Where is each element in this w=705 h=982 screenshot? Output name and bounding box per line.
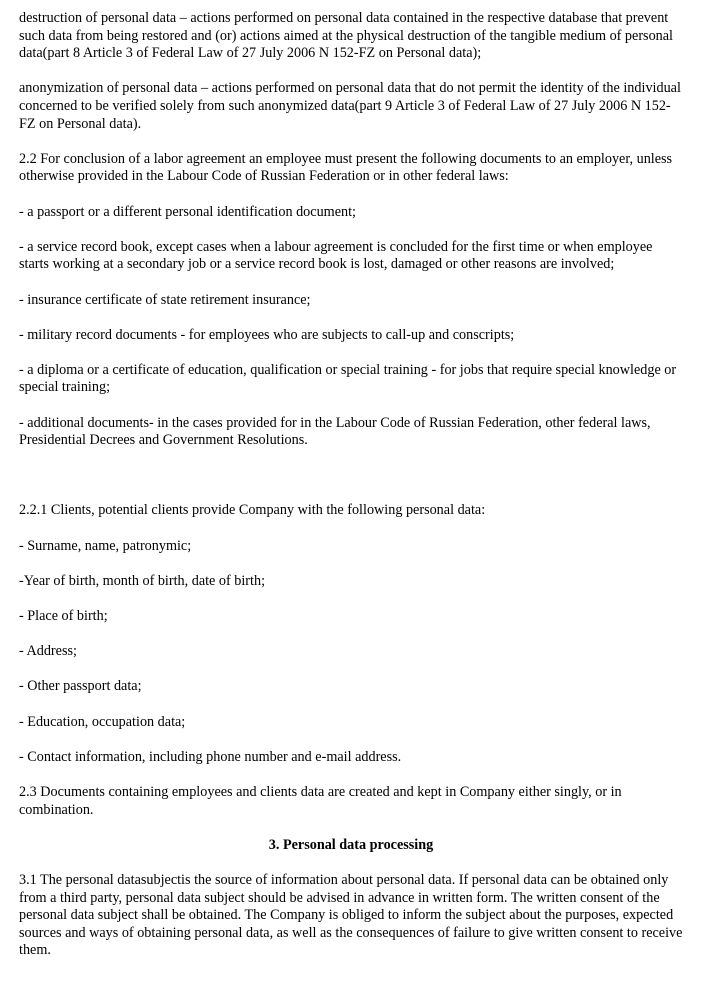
clause-2-2-1: 2.2.1 Clients, potential clients provide Company with the following personal data:	[19, 502, 486, 519]
definition-destruction: destruction of personal data – actions performed on personal data contained in the respective database that prevent such data from being restored and (or) actions aimed at the physical destruction of the tangible medium of personal data(part 8 Article 3 of Federal Law of 27 July 2006 N 152-FZ on Personal data);	[19, 10, 673, 62]
clause-3-1: 3.1 The personal datasubjectis the source of information about personal data. If personal data can be obtained only from a third party, personal data subject should be advised in advance in written form. The written consent of the personal data subject shall be obtained. The Company is obliged to inform the subject about the purposes, expected sources and ways of obtaining personal data, as well as the consequences of failure to give written consent to receive them.	[19, 871, 683, 959]
list-item-address: - Address;	[19, 643, 77, 660]
spacer	[19, 467, 683, 502]
list-item-contact: - Contact information, including phone number and e-mail address.	[19, 748, 402, 765]
list-item-name: - Surname, name, patronymic;	[19, 537, 192, 554]
list-item-passport: - a passport or a different personal identification document;	[19, 203, 356, 220]
list-item-insurance: - insurance certificate of state retirement insurance;	[19, 291, 311, 308]
list-item-additional: - additional documents- in the cases provided for in the Labour Code of Russian Federation, other federal laws, Presidential Decrees and Government Resolutions.	[19, 414, 651, 449]
definition-anonymization: anonymization of personal data – actions performed on personal data that do not permit the identity of the individual concerned to be verified solely from such anonymized data(part 9 Article 3 of Federal Law of 27 July 2006 N 152-FZ on Personal data).	[19, 80, 681, 132]
list-item-service-record: - a service record book, except cases when a labour agreement is concluded for the first time or when employee starts working at a secondary job or a service record book is lost, damaged or other reasons are involved;	[19, 238, 653, 273]
list-item-birth-date: -Year of birth, month of birth, date of birth;	[19, 572, 266, 589]
clause-2-2: 2.2 For conclusion of a labor agreement an employee must present the following documents to an employer, unless otherwise provided in the Labour Code of Russian Federation or in other federal laws:	[19, 150, 673, 185]
list-item-military: - military record documents - for employees who are subjects to call-up and conscripts;	[19, 326, 515, 343]
list-item-passport-data: - Other passport data;	[19, 678, 142, 695]
list-item-diploma: - a diploma or a certificate of education, qualification or special training - for jobs that require special knowledge or special training;	[19, 361, 677, 396]
list-item-education: - Education, occupation data;	[19, 713, 186, 730]
section-heading: 3. Personal data processing	[268, 836, 434, 853]
clause-2-3: 2.3 Documents containing employees and clients data are created and kept in Company either singly, or in combination.	[19, 783, 622, 818]
list-item-birth-place: - Place of birth;	[19, 608, 108, 624]
